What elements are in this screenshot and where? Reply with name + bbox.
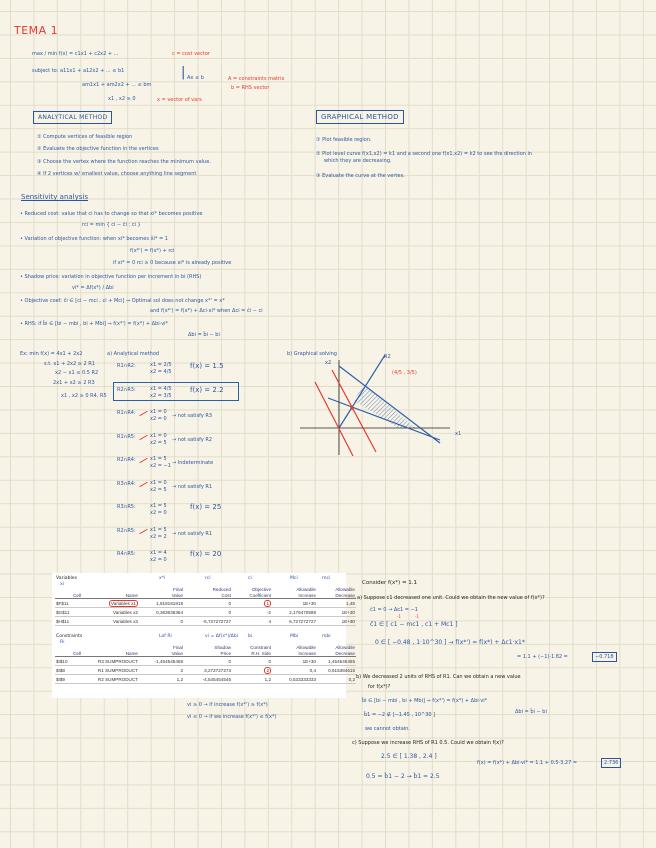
table-cell: 0 bbox=[184, 608, 232, 617]
table-header: Final bbox=[173, 644, 183, 650]
answer-a-line: 0 ∈ [ −0.48 , 1·10^30 ] → f(x*') = f(x*) + Δc1·x1* bbox=[375, 639, 525, 646]
vertex-x1: x1 = 0 bbox=[150, 432, 167, 439]
vertex-result: → not satisfy R2 bbox=[172, 436, 213, 443]
question-a: a) Suppose c1 decreased one unit. Could we obtain the new value of f(x*)? bbox=[357, 595, 545, 601]
vertex-name: R2∩R5: bbox=[117, 527, 136, 534]
table-cell: 0,615384615 bbox=[317, 666, 356, 675]
table-cell: 0,363636364 bbox=[139, 608, 184, 617]
answer-a-line: ĉ1 = 0 → Δc1 = −1 bbox=[370, 607, 418, 613]
vertex-x1: x1 = 4 bbox=[150, 550, 167, 556]
vertex-name: R3∩R4: bbox=[117, 480, 136, 487]
table-cell: Decrease bbox=[317, 650, 356, 657]
analytical-step: ② Evaluate the objective function in the vertices bbox=[37, 146, 159, 152]
table-cell: R.H. Side bbox=[232, 650, 272, 657]
table-cell bbox=[232, 599, 272, 608]
handwritten-annotation: rci bbox=[205, 576, 211, 581]
analytical-method-heading: ANALYTICAL METHOD bbox=[33, 111, 112, 124]
table-header: Constraint bbox=[250, 644, 271, 650]
exercise-line: Ex: min f(x) = 4x1 + 2x2 bbox=[20, 351, 83, 357]
table-cell: 1E+30 bbox=[272, 599, 317, 608]
table-cell: Coefficient bbox=[232, 592, 272, 599]
handwritten-annotation: Mbi bbox=[290, 634, 299, 639]
sensitivity-line: vi* = Δf(x*) / Δbi bbox=[72, 285, 114, 291]
table-header: Allowable bbox=[296, 644, 316, 650]
table-header: Reduced bbox=[212, 586, 231, 592]
vertex-name: R2∩R3: bbox=[117, 386, 136, 393]
table-cell: 1,2 bbox=[139, 675, 184, 684]
sensitivity-line: Δbi = b̂i − bi bbox=[188, 332, 220, 338]
red-circle-mark: Variables x1 bbox=[111, 600, 136, 606]
analytical-step: ① Compute vertices of feasible region bbox=[37, 134, 133, 140]
table-cell: 4 bbox=[232, 617, 272, 626]
vertex-result: f(x) = 2.2 bbox=[190, 385, 224, 394]
answer-a-result: −0.718 bbox=[592, 652, 617, 662]
table-cell: $I$9 bbox=[55, 675, 82, 684]
graphical-step: ③ Evaluate the curve at the vertex. bbox=[316, 173, 405, 179]
sensitivity-line: • Objective coef: ĉi ∈ [ci − mci , ci + Mci] ⇒ Optimal sol does not change x*' = x* bbox=[20, 298, 225, 304]
vertex-result: f(x) = 1.5 bbox=[190, 362, 224, 370]
handwritten-annotation: Mci bbox=[290, 576, 298, 581]
table-cell bbox=[82, 599, 139, 608]
answer-c-line: 2.5 ∈ [ 1.38 , 2.4 ] bbox=[381, 753, 437, 760]
table-cell: 0 bbox=[232, 657, 272, 666]
vertex-x1: x1 = 5 bbox=[150, 526, 167, 533]
table-cell: 0 bbox=[184, 657, 232, 666]
answer-a-line: = 1.1 + (−1)·1.82 = bbox=[517, 654, 568, 660]
answer-c-result: 2.736 bbox=[601, 758, 621, 768]
table-cell: 0,2 bbox=[317, 675, 356, 684]
table-row bbox=[55, 599, 356, 608]
vertex-x2: x2 = 0 bbox=[150, 510, 167, 516]
vertex-x2: x2 = 3/5 bbox=[150, 392, 172, 399]
shadow-note: vi ≤ 0 → if we increase f(x*') ≤ f(x*) bbox=[187, 714, 277, 720]
vertex-x2: x2 = 0 bbox=[150, 557, 167, 563]
table-cell: 6,727272727 bbox=[272, 617, 317, 626]
table-cell: 1,48 bbox=[317, 599, 356, 608]
exercise-line: x2 − x1 ≤ 0.5 R2 bbox=[55, 370, 99, 376]
sensitivity-line: • RHS: if b̂i ∈ [bi − mbi , bi + Mbi] ⇒ f(x*') = f(x*) + Δbi·vi* bbox=[20, 321, 169, 327]
table-cell: Name bbox=[82, 592, 139, 599]
table-cell: 0,4 bbox=[272, 666, 317, 675]
table-header: Allowable bbox=[335, 586, 355, 592]
table-header: Objective bbox=[251, 586, 271, 592]
exercise-line: x1 , x2 ≥ 0 R4, R5 bbox=[61, 393, 107, 399]
table-cell: $F$11 bbox=[55, 599, 82, 608]
graphical-step: ② Plot level curve f(x1,x2) = k1 and a second one f(x1,x2) = k2 to see the direction in bbox=[316, 151, 533, 157]
handwritten-annotation: mbi bbox=[322, 634, 331, 639]
table-header: Allowable bbox=[335, 644, 355, 650]
answer-b-line: b̂1 = −2 ∉ [−1.45 , 10^30 ] bbox=[364, 712, 436, 718]
row-m-formula: am1x1 + am2x2 + ... ≤ bm bbox=[82, 82, 152, 88]
matrix-note: A = constraints matrix bbox=[228, 76, 285, 82]
table-cell: $I$8 bbox=[55, 666, 82, 675]
table-cell: Variables x3 bbox=[82, 617, 139, 626]
table-cell: $I$10 bbox=[55, 657, 82, 666]
strike-mark bbox=[139, 434, 147, 439]
vertex-x2: x2 = 2 bbox=[150, 533, 167, 540]
table-cell: Cell bbox=[55, 592, 82, 599]
table-row bbox=[55, 657, 356, 666]
graphical-method-heading: GRAPHICAL METHOD bbox=[316, 110, 404, 124]
strike-mark bbox=[139, 481, 147, 486]
question-b: b) We decreased 2 units of RHS of R1. Can we obtain a new value bbox=[356, 674, 521, 680]
answer-b-line: b̂i ∈ [bi − mbi , bi + Mbi] ⇒ f(x*') = f(x*) + Δbi·vi* bbox=[362, 698, 488, 704]
vertex-x2: x2 = 5 bbox=[150, 486, 167, 493]
handwritten-annotation: vi = Δf(x*)/Δbi bbox=[205, 634, 239, 639]
sensitivity-heading: Sensitivity analysis bbox=[21, 193, 89, 201]
table-cell: Value bbox=[139, 592, 184, 599]
table-cell: $H$11 bbox=[55, 617, 82, 626]
strike-mark bbox=[139, 528, 147, 533]
vertex-x2: x2 = 5 bbox=[150, 439, 167, 446]
table-cell: 0 bbox=[139, 617, 184, 626]
analytical-label: a) Analytical method bbox=[107, 351, 160, 357]
table-header: Final bbox=[173, 586, 183, 592]
table-cell: $G$11 bbox=[55, 608, 82, 617]
red-circle-mark: 2 bbox=[266, 667, 269, 673]
vertex-x2: x2 = −1 bbox=[150, 463, 171, 469]
table-cell: 1E+30 bbox=[317, 617, 356, 626]
sensitivity-line: if xi* = 0 rci ≥ 0 because xi* is already positive bbox=[113, 260, 232, 266]
handwritten-annotation: ci bbox=[248, 576, 252, 581]
x2-axis-label: x2 bbox=[325, 360, 332, 366]
constraints-table bbox=[55, 644, 356, 684]
table-cell: 2,176470588 bbox=[272, 608, 317, 617]
vertex-name: R1∩R5: bbox=[117, 433, 136, 440]
sensitivity-line: • Variation of objective function: when xi* becomes x̂i* = 1 bbox=[20, 236, 168, 242]
vertex-x1: x1 = 5 bbox=[150, 503, 167, 509]
sensitivity-line: rci = min { ci − ĉi ; ci } bbox=[82, 222, 141, 228]
vertex-name: R1∩R4: bbox=[117, 410, 136, 416]
vertex-x1: x1 = 5 bbox=[150, 456, 167, 462]
sensitivity-line: and f(x*') = f(x*) + Δci·xi* when Δci = ĉi − ci bbox=[150, 308, 263, 314]
table-cell: Decrease bbox=[317, 592, 356, 599]
table-cell: 1E+30 bbox=[272, 657, 317, 666]
table-cell: R3 SUMPRODUCT bbox=[82, 657, 139, 666]
vertex-x1: x1 = 0 bbox=[150, 409, 167, 415]
table-header: Shadow bbox=[214, 644, 231, 650]
analytical-step: ④ If 2 vertices w/ smallest value, choose anything line segment bbox=[37, 171, 197, 177]
vertex-x1: x1 = 4/5 bbox=[150, 385, 172, 392]
sensitivity-line: f(x*') = f(x*) + rci bbox=[130, 248, 175, 254]
vertex-name: R3∩R5: bbox=[117, 504, 136, 510]
vertex-x2: x2 = 0 bbox=[150, 416, 167, 422]
answer-c-line: 0.5 = b̂1 − 2 → b̂1 = 2.5 bbox=[366, 773, 440, 780]
matrix-form: Ax ≤ b bbox=[187, 75, 204, 81]
vertex-name: R1∩R2: bbox=[117, 363, 136, 369]
table-cell: 0,533333333 bbox=[272, 675, 317, 684]
table-cell: R2 SUMPRODUCT bbox=[82, 675, 139, 684]
constraints-label: Constraints bbox=[56, 634, 83, 639]
table-cell: 0 bbox=[184, 599, 232, 608]
brace: | bbox=[181, 65, 186, 80]
table-cell: Cell bbox=[55, 650, 82, 657]
table-cell: Cost bbox=[184, 592, 232, 599]
table-cell: 1E+30 bbox=[317, 608, 356, 617]
table-cell: -2 bbox=[232, 608, 272, 617]
variables-table bbox=[55, 586, 356, 626]
red-circle-mark: 1 bbox=[266, 600, 269, 606]
table-cell: 1,818181818 bbox=[139, 599, 184, 608]
vertex-result: f(x) = 25 bbox=[190, 503, 222, 511]
question-b: for f(x*)? bbox=[368, 684, 391, 690]
table-cell: Price bbox=[184, 650, 232, 657]
handwritten-annotation: bi bbox=[248, 634, 253, 639]
analytical-step: ③ Choose the vertex where the function reaches the minimum value. bbox=[37, 159, 211, 165]
table-cell: 2 bbox=[139, 666, 184, 675]
answer-a-line: ĉ1 ∈ [ c1 − mc1 , c1 + Mc1 ] bbox=[370, 621, 458, 628]
graphical-step: ① Plot feasible region. bbox=[316, 137, 372, 143]
level-curve bbox=[315, 382, 353, 456]
table-cell: Name bbox=[82, 650, 139, 657]
subject-to-formula: subject to: a11x1 + a12x2 + ... ≤ b1 bbox=[32, 68, 125, 74]
shadow-note: vi ≥ 0 → if increase f(x*') ≥ f(x*) bbox=[187, 702, 268, 708]
table-header: Allowable bbox=[296, 586, 316, 592]
optimal-point-label: (4/5 , 3/5) bbox=[392, 370, 417, 376]
vertex-x1: x1 = 2/5 bbox=[150, 362, 172, 368]
vertex-result: → Indeterminate bbox=[172, 460, 214, 466]
graphical-label: b) Graphical solving bbox=[287, 351, 337, 357]
handwritten-annotation: Ri bbox=[60, 640, 65, 645]
table-cell: -1,454545455 bbox=[139, 657, 184, 666]
rhs-note: b = RHS vector bbox=[231, 85, 270, 91]
table-cell: 1,2 bbox=[232, 675, 272, 684]
r2-line-label: R2 bbox=[384, 354, 391, 360]
objective-formula: max / min f(x) = c1x1 + c2x2 + ... bbox=[32, 51, 119, 57]
red-annotation: -1 -1 bbox=[397, 614, 419, 619]
x1-axis-label: x1 bbox=[455, 431, 462, 437]
feasible-region-graph bbox=[280, 340, 480, 470]
sensitivity-line: • Reduced cost: value that ci has to change so that xi* becomes positive bbox=[20, 211, 203, 217]
optimal-point bbox=[350, 406, 354, 410]
variables-label: Variables bbox=[56, 576, 77, 581]
vertex-name: R2∩R4: bbox=[117, 457, 136, 463]
table-cell: -6,727272727 bbox=[184, 617, 232, 626]
exercise-line: 2x1 + x2 ≥ 2 R3 bbox=[53, 380, 95, 386]
question-c: c) Suppose we increase RHS of R1 0.5. Could we obtain f(x)? bbox=[352, 740, 504, 746]
table-cell: 3,272727273 bbox=[184, 666, 232, 675]
table-cell bbox=[232, 666, 272, 675]
table-cell: Value bbox=[139, 650, 184, 657]
strike-mark bbox=[139, 458, 147, 463]
table-row bbox=[55, 666, 356, 675]
handwritten-annotation: xi bbox=[60, 582, 64, 587]
answer-b-line: we cannot obtain. bbox=[365, 726, 410, 732]
vertex-x2: x2 = 4/5 bbox=[150, 369, 172, 375]
vertex-result: f(x) = 20 bbox=[190, 550, 222, 558]
exercise-line: s.t. x1 + 2x2 ≥ 2 R1 bbox=[44, 361, 95, 367]
answer-b-line: Δbi = b̂i − bi bbox=[515, 709, 547, 715]
vars-note: x = vector of vars bbox=[157, 97, 202, 103]
vertex-result: → not satisfy R1 bbox=[172, 483, 213, 490]
table-row bbox=[55, 675, 356, 684]
table-row bbox=[55, 608, 356, 617]
vertex-x1: x1 = 0 bbox=[150, 479, 167, 486]
cost-vector-note: c = cost vector bbox=[172, 51, 210, 57]
handwritten-annotation: x*i bbox=[159, 576, 166, 581]
table-cell: 1,454545455 bbox=[317, 657, 356, 666]
vertex-name: R4∩R5: bbox=[117, 551, 136, 557]
graphical-step: which they are decreasing. bbox=[324, 158, 392, 164]
handwritten-annotation: Lof Ri bbox=[159, 634, 172, 639]
strike-mark bbox=[139, 411, 147, 416]
nonneg-formula: x1 , x2 ≥ 0 bbox=[108, 96, 136, 102]
sensitivity-line: • Shadow price: variation in objective function per increment in bi (RHS) bbox=[20, 274, 202, 280]
table-cell: R1 SUMPRODUCT bbox=[82, 666, 139, 675]
handwritten-annotation: mci bbox=[322, 576, 331, 581]
table-cell: Variables x2 bbox=[82, 608, 139, 617]
table-cell: -4,545454545 bbox=[184, 675, 232, 684]
vertex-result: → not satisfy R3 bbox=[172, 413, 213, 419]
table-cell: Increase bbox=[272, 650, 317, 657]
page-title: TEMA 1 bbox=[14, 24, 59, 37]
answer-c-line: f(x) = f(x*) + Δbi·vi* = 1.1 + 0.5·3.27 = bbox=[477, 760, 578, 766]
table-cell: Increase bbox=[272, 592, 317, 599]
vertex-result: → not satisfy R1 bbox=[172, 530, 213, 537]
consider-line: Consider f(x*) = 1.1 bbox=[362, 580, 418, 586]
table-row bbox=[55, 617, 356, 626]
